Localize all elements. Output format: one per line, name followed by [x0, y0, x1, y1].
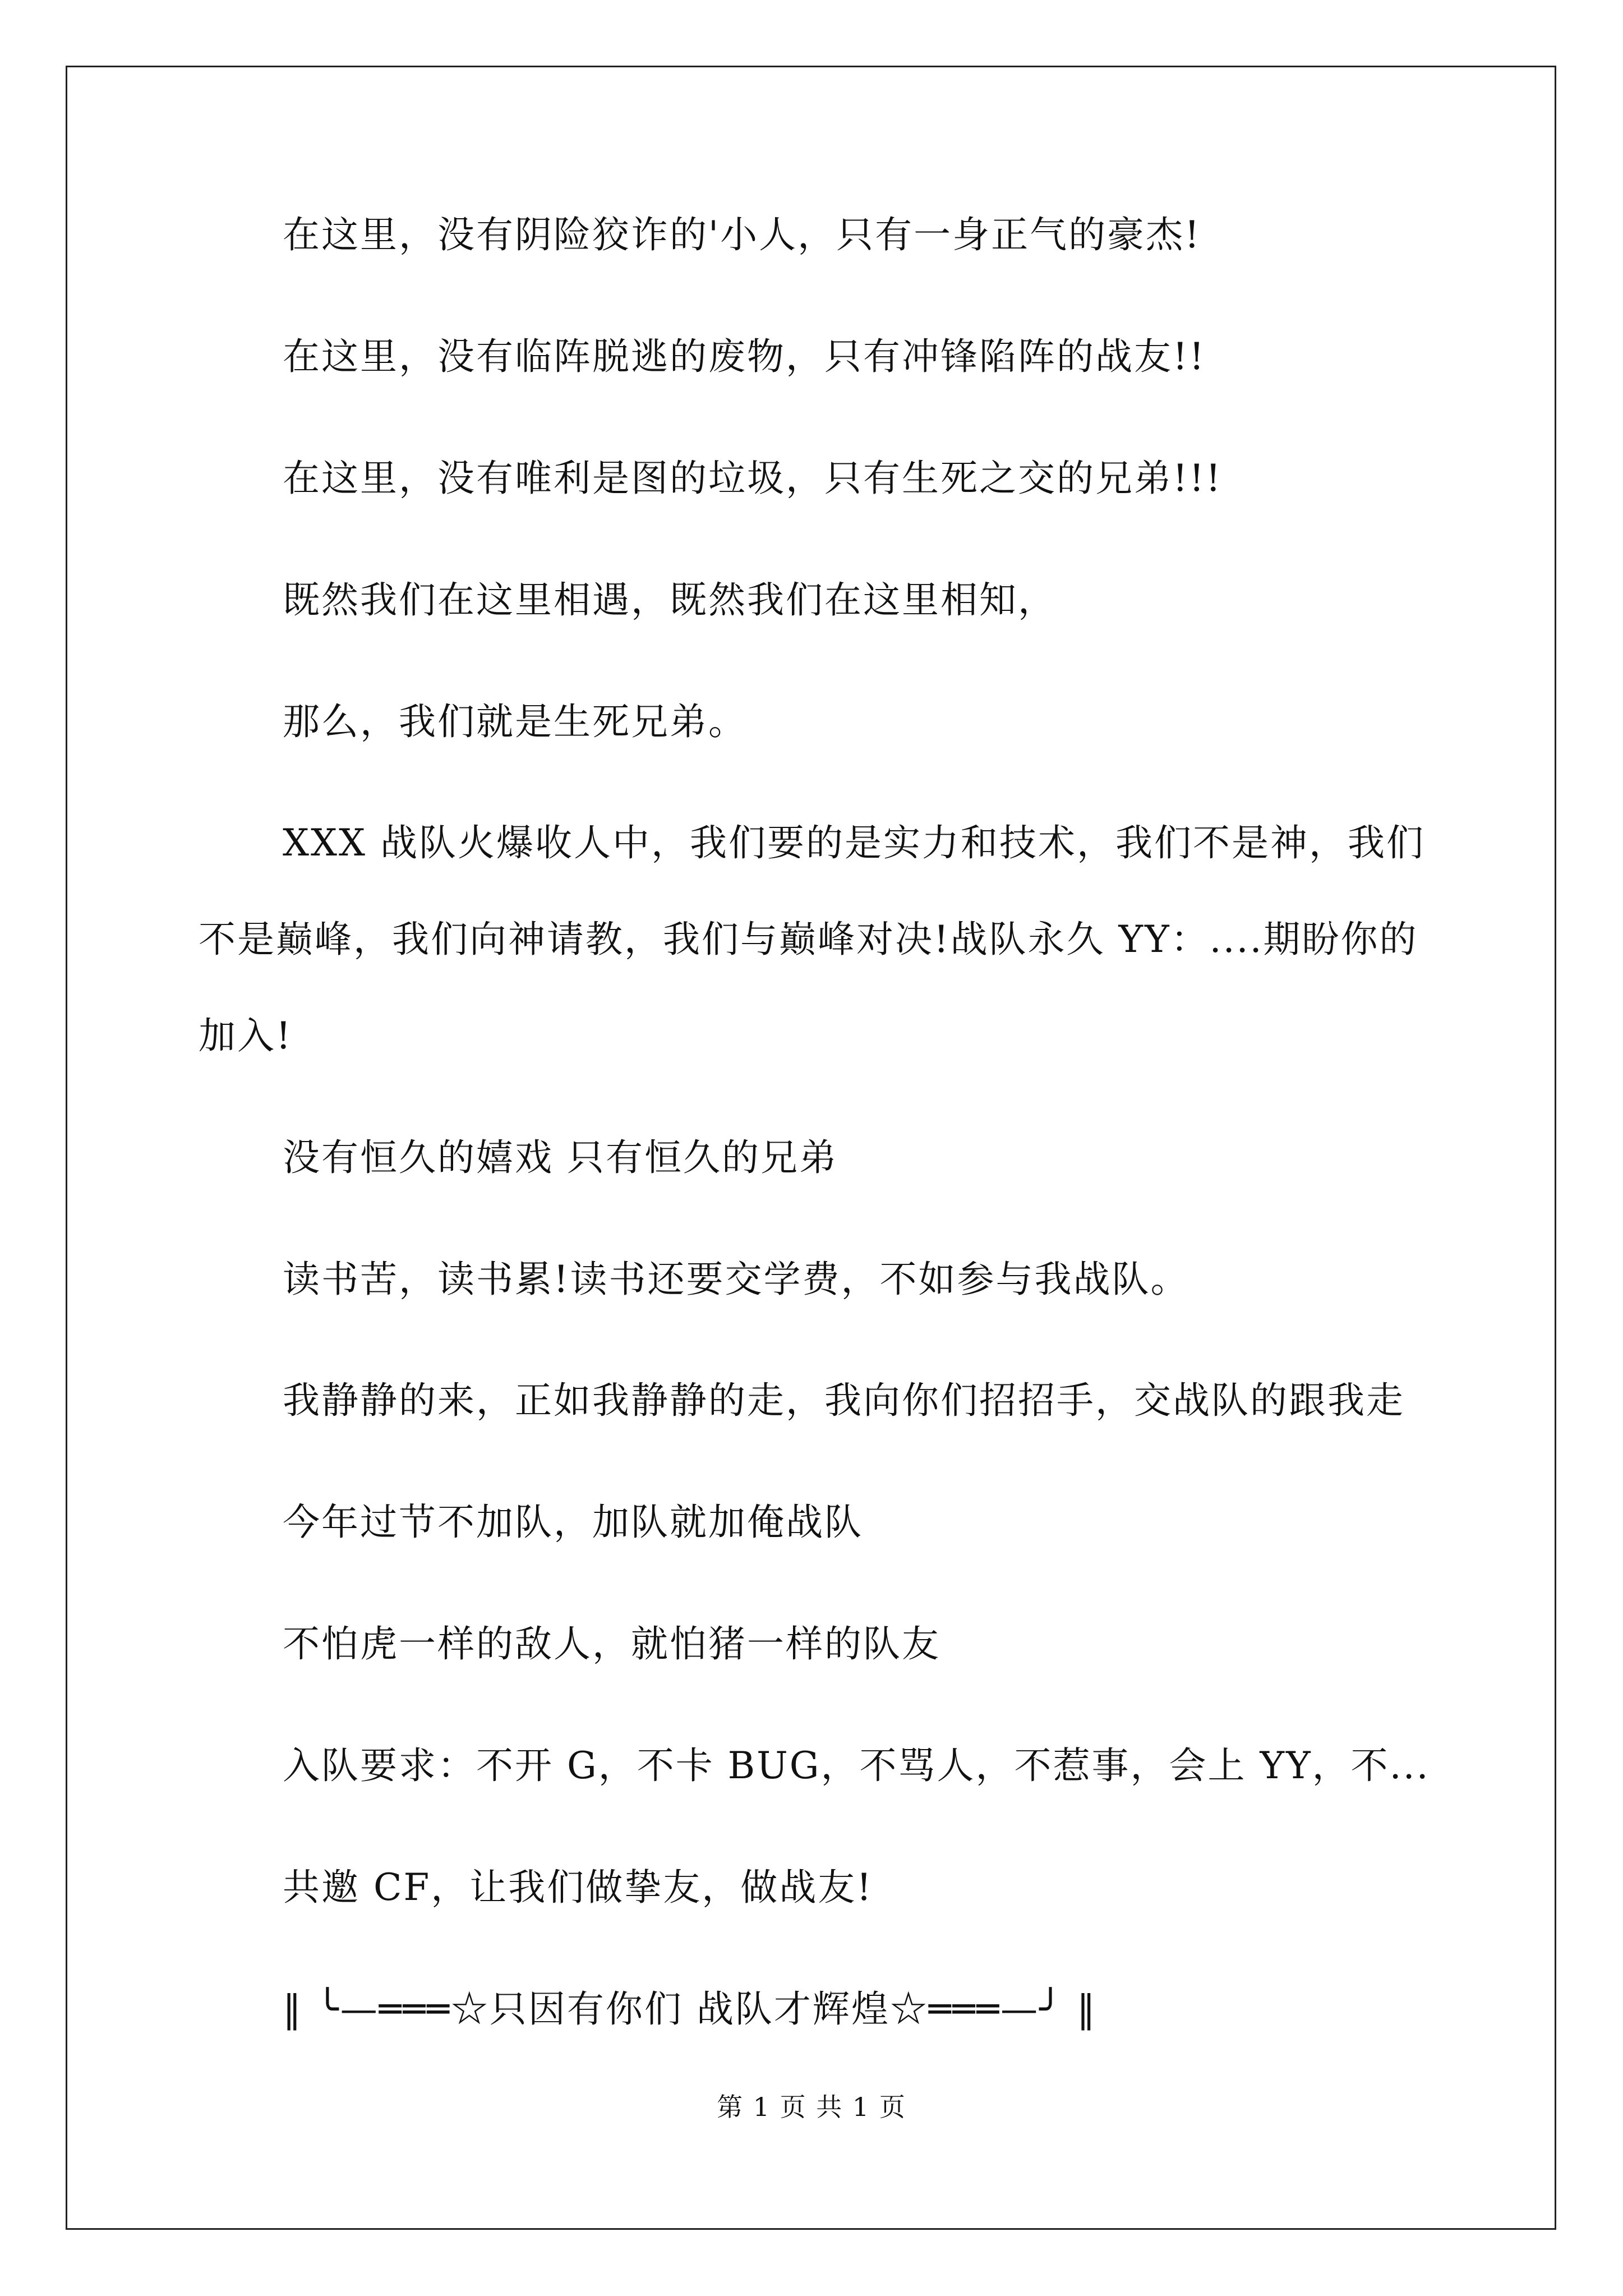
paragraph-13: 共邀 CF，让我们做挚友，做战友!: [283, 1866, 873, 1909]
page-footer: 第 1 页 共 1 页: [717, 2092, 906, 2122]
paragraph-9: 我静静的来，正如我静静的走，我向你们招招手，交战队的跟我走: [283, 1379, 1405, 1422]
paragraph-1: 在这里，没有阴险狡诈的'小人，只有一身正气的豪杰!: [283, 213, 1201, 256]
paragraph-12: 入队要求：不开 G，不卡 BUG，不骂人，不惹事，会上 YY，不...: [283, 1744, 1430, 1787]
document-body: [199, 208, 1449, 2104]
paragraph-2: 在这里，没有临阵脱逃的废物，只有冲锋陷阵的战友!!: [283, 335, 1206, 378]
paragraph-6: XXX 战队火爆收人中，我们要的是实力和技术，我们不是神，我们不是巅峰，我们向神请教，我们与巅峰对决!战队永久 YY：....期盼你的加入!: [199, 821, 1425, 1057]
paragraph-11: 不怕虎一样的敌人，就怕猪一样的队友: [283, 1622, 940, 1665]
paragraph-4: 既然我们在这里相遇，既然我们在这里相知，: [283, 578, 1057, 622]
paragraph-8: 读书苦，读书累!读书还要交学费，不如参与我战队。: [283, 1258, 1189, 1301]
paragraph-10: 今年过节不加队，加队就加俺战队: [283, 1501, 863, 1544]
paragraph-5: 那么，我们就是生死兄弟。: [283, 700, 747, 743]
paragraph-14: ‖ ╰—═══☆只因有你们 战队才辉煌☆═══—╯ ‖: [283, 1987, 1097, 2031]
paragraph-7: 没有恒久的嬉戏 只有恒久的兄弟: [283, 1136, 838, 1179]
paragraph-3: 在这里，没有唯利是图的垃圾，只有生死之交的兄弟!!!: [283, 457, 1223, 500]
